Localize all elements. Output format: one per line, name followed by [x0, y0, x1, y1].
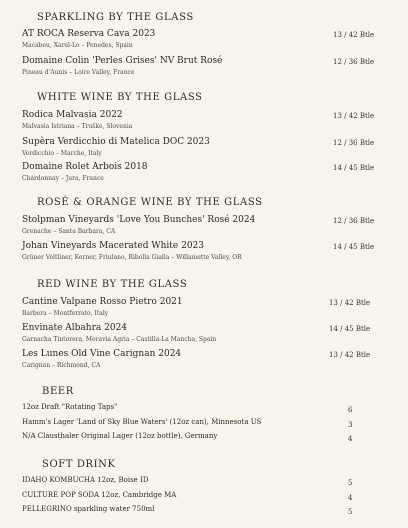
item-price: 12 / 36 Btle: [333, 139, 375, 147]
item-details: Verdicchio – Marche, Italy: [22, 150, 102, 157]
item-price: 4: [348, 435, 353, 443]
item-price: 5: [348, 508, 353, 516]
item-name: Les Lunes Old Vine Carignan 2024: [22, 349, 182, 359]
list-item: [22, 110, 392, 134]
list-item: [22, 491, 392, 503]
item-name: Stolpman Vineyards 'Love You Bunches' Rosé 2024: [22, 215, 256, 225]
item-price: 14 / 45 Btle: [333, 164, 375, 172]
item-name: N/A Clausthaler Original Lager (12oz bottle), Germany: [22, 432, 218, 440]
item-price: 14 / 45 Btle: [329, 325, 371, 333]
section-heading: ROSÉ & ORANGE WINE BY THE GLASS: [37, 197, 263, 208]
item-details: Grenache – Santa Barbara, CA: [22, 228, 116, 235]
item-price: 13 / 42 Btle: [329, 299, 371, 307]
list-item: [22, 297, 392, 321]
item-details: Malvasia Istriana – Truške, Slovenia: [22, 123, 133, 130]
item-name: Johan Vineyards Macerated White 2023: [22, 241, 204, 251]
list-item: [22, 403, 392, 415]
list-item: [22, 476, 392, 488]
item-name: PELLEGRINO sparkling water 750ml: [22, 505, 155, 513]
item-details: Pineau d'Aunis – Loire Valley, France: [22, 69, 135, 76]
item-name: 12oz Draft "Rotating Taps": [22, 403, 118, 411]
item-price: 14 / 45 Btle: [333, 243, 375, 251]
item-price: 4: [348, 494, 353, 502]
list-item: [22, 162, 392, 186]
list-item: [22, 323, 392, 347]
item-price: 6: [348, 406, 353, 414]
section-heading: WHITE WINE BY THE GLASS: [37, 92, 203, 103]
list-item: [22, 418, 392, 430]
item-price: 13 / 42 Btle: [333, 31, 375, 39]
item-price: 13 / 42 Btle: [329, 351, 371, 359]
list-item: [22, 241, 392, 265]
item-name: Hamm's Lager 'Land of Sky Blue Waters' (12oz can), Minnesota US: [22, 418, 262, 426]
item-details: Barbera – Montferrato, Italy: [22, 310, 109, 317]
list-item: [22, 29, 392, 53]
item-price: 12 / 36 Btle: [333, 217, 375, 225]
section-heading: BEER: [42, 386, 74, 397]
item-price: 12 / 36 Btle: [333, 58, 375, 66]
item-name: Supèra Verdicchio di Matelica DOC 2023: [22, 137, 210, 147]
item-name: Cantine Valpane Rosso Pietro 2021: [22, 297, 183, 307]
item-name: IDAHO KOMBUCHA 12oz, Boise ID: [22, 476, 149, 484]
list-item: [22, 432, 392, 444]
item-name: Rodica Malvasia 2022: [22, 110, 123, 120]
item-details: Chardonnay – Jura, France: [22, 175, 104, 182]
item-name: Envinate Albahra 2024: [22, 323, 128, 333]
item-price: 13 / 42 Btle: [333, 112, 375, 120]
item-name: Domaine Rolet Arbois 2018: [22, 162, 148, 172]
item-details: Grüner Veltliner, Kerner, Friulano, Ribolla Gialla – Willamette Valley, OR: [22, 254, 242, 261]
list-item: [22, 505, 392, 517]
item-details: Macabeu, Xarel-Lo – Penedes, Spain: [22, 42, 133, 49]
item-price: 3: [348, 421, 353, 429]
section-heading: SPARKLING BY THE GLASS: [37, 12, 194, 23]
item-details: Garnacha Tintorera, Moravia Agria – Castilla-La Mancha, Spain: [22, 336, 217, 343]
section-heading: RED WINE BY THE GLASS: [37, 279, 188, 290]
item-price: 5: [348, 479, 353, 487]
list-item: [22, 56, 392, 80]
list-item: [22, 215, 392, 239]
item-details: Carignan – Richmond, CA: [22, 362, 101, 369]
section-heading: SOFT DRINK: [42, 459, 116, 470]
item-name: Domaine Colin 'Perles Grises' NV Brut Rosé: [22, 56, 223, 66]
item-name: AT ROCA Reserva Cava 2023: [22, 29, 156, 39]
item-name: CULTURE POP SODA 12oz, Cambridge MA: [22, 491, 177, 499]
list-item: [22, 137, 392, 161]
list-item: [22, 349, 392, 373]
